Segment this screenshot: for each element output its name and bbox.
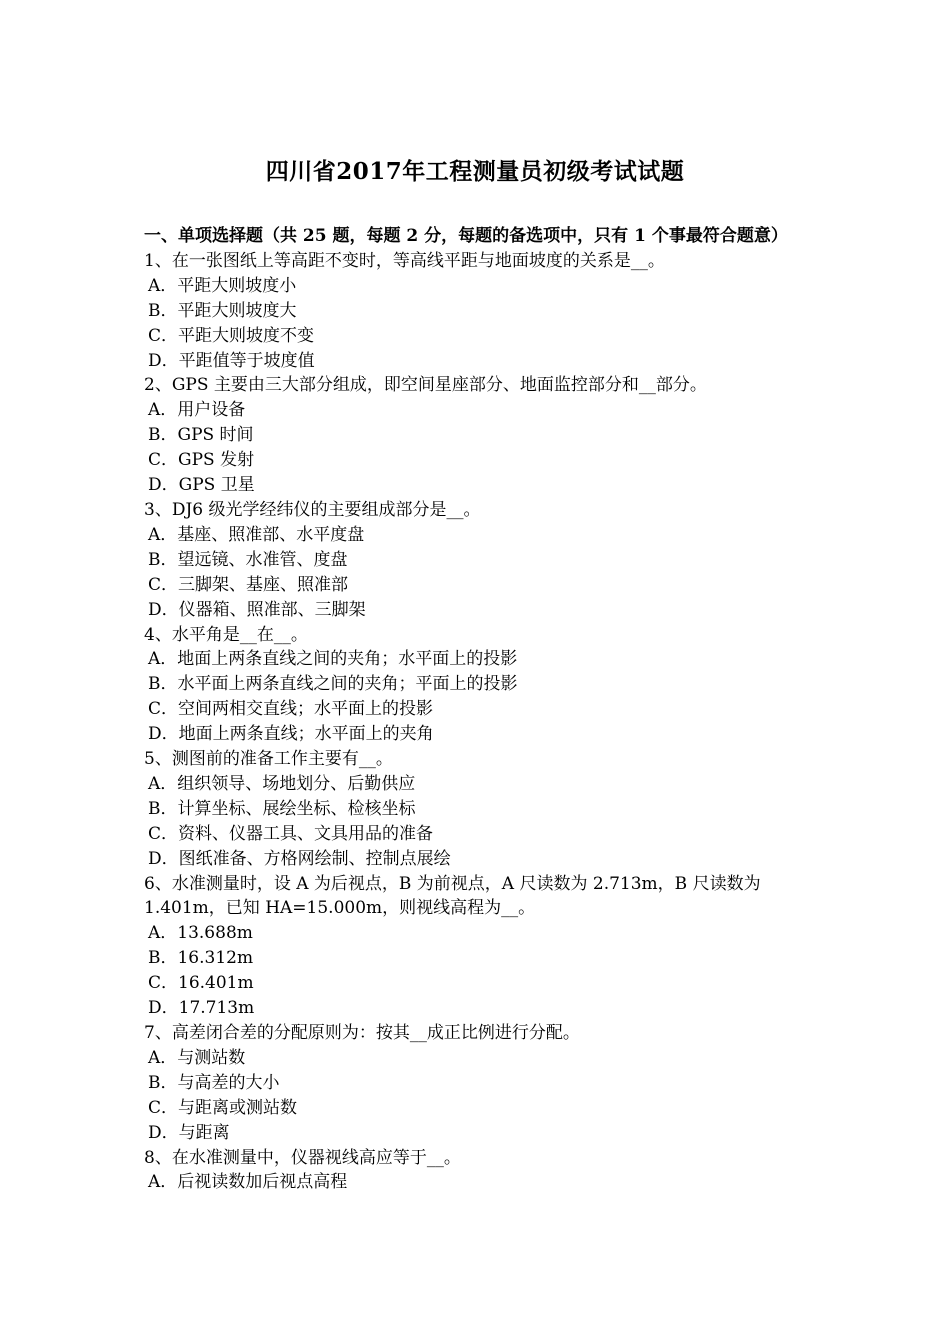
question-stem: 5、测图前的准备工作主要有__。 bbox=[144, 749, 393, 770]
option-b: B．GPS 时间 bbox=[148, 425, 254, 446]
option-c: C．16.401m bbox=[148, 973, 254, 994]
option-d: D．17.713m bbox=[148, 998, 255, 1019]
option-c: C．平距大则坡度不变 bbox=[148, 325, 315, 346]
document-title: 四川省2017年工程测量员初级考试试题 bbox=[265, 158, 685, 185]
question-stem: 6、水准测量时，设 A 为后视点，B 为前视点，A 尺读数为 2.713m，B 尺读数为 1.401m，已知 HA=15.000m，则视线高程为__。 bbox=[144, 873, 761, 919]
option-a: A．后视读数加后视点高程 bbox=[148, 1172, 348, 1193]
option-c: C．三脚架、基座、照准部 bbox=[148, 574, 349, 595]
option-b: B．计算坐标、展绘坐标、检核坐标 bbox=[148, 798, 416, 819]
option-a: A．地面上两条直线之间的夹角；水平面上的投影 bbox=[148, 649, 518, 670]
question-3 bbox=[144, 498, 814, 623]
option-d: D．地面上两条直线；水平面上的夹角 bbox=[148, 724, 434, 745]
option-b: B．与高差的大小 bbox=[148, 1072, 280, 1093]
option-a: A．与测站数 bbox=[148, 1047, 246, 1068]
option-d: D．GPS 卫星 bbox=[148, 475, 255, 496]
question-7 bbox=[144, 1021, 814, 1146]
option-d: D．平距值等于坡度值 bbox=[148, 350, 315, 371]
question-stem: 2、GPS 主要由三大部分组成，即空间星座部分、地面监控部分和__部分。 bbox=[144, 375, 707, 396]
question-1 bbox=[144, 249, 814, 374]
option-c: C．GPS 发射 bbox=[148, 450, 255, 471]
question-6 bbox=[144, 872, 814, 1021]
option-a: A．平距大则坡度小 bbox=[148, 275, 297, 296]
question-4 bbox=[144, 623, 814, 748]
question-8 bbox=[144, 1146, 814, 1196]
option-b: B．水平面上两条直线之间的夹角；平面上的投影 bbox=[148, 674, 518, 695]
option-c: C．资料、仪器工具、文具用品的准备 bbox=[148, 823, 434, 844]
option-c: C．与距离或测站数 bbox=[148, 1097, 298, 1118]
option-a: A．13.688m bbox=[148, 923, 253, 944]
option-d: D．图纸准备、方格网绘制、控制点展绘 bbox=[148, 848, 451, 869]
question-stem: 7、高差闭合差的分配原则为：按其__成正比例进行分配。 bbox=[144, 1023, 580, 1043]
question-stem: 1、在一张图纸上等高距不变时，等高线平距与地面坡度的关系是__。 bbox=[144, 250, 665, 271]
option-d: D．仪器箱、照准部、三脚架 bbox=[148, 599, 366, 620]
option-a: A．用户设备 bbox=[148, 400, 246, 421]
option-b: B．16.312m bbox=[148, 948, 254, 969]
option-b: B．望远镜、水准管、度盘 bbox=[148, 549, 348, 570]
option-a: A．组织领导、场地划分、后勤供应 bbox=[148, 773, 416, 794]
question-5 bbox=[144, 747, 814, 872]
option-c: C．空间两相交直线；水平面上的投影 bbox=[148, 699, 434, 720]
question-stem: 4、水平角是__在__。 bbox=[144, 624, 308, 645]
option-a: A．基座、照准部、水平度盘 bbox=[148, 524, 365, 545]
question-stem: 3、DJ6 级光学经纬仪的主要组成部分是__。 bbox=[144, 499, 481, 520]
option-d: D．与距离 bbox=[148, 1122, 230, 1143]
question-stem: 8、在水准测量中，仪器视线高应等于__。 bbox=[144, 1147, 461, 1168]
option-b: B．平距大则坡度大 bbox=[148, 300, 297, 321]
section-heading: 一、单项选择题（共 25 题，每题 2 分，每题的备选项中，只有 1 个事最符合题意） bbox=[144, 226, 788, 246]
question-2 bbox=[144, 373, 814, 498]
document-body bbox=[144, 224, 814, 1195]
